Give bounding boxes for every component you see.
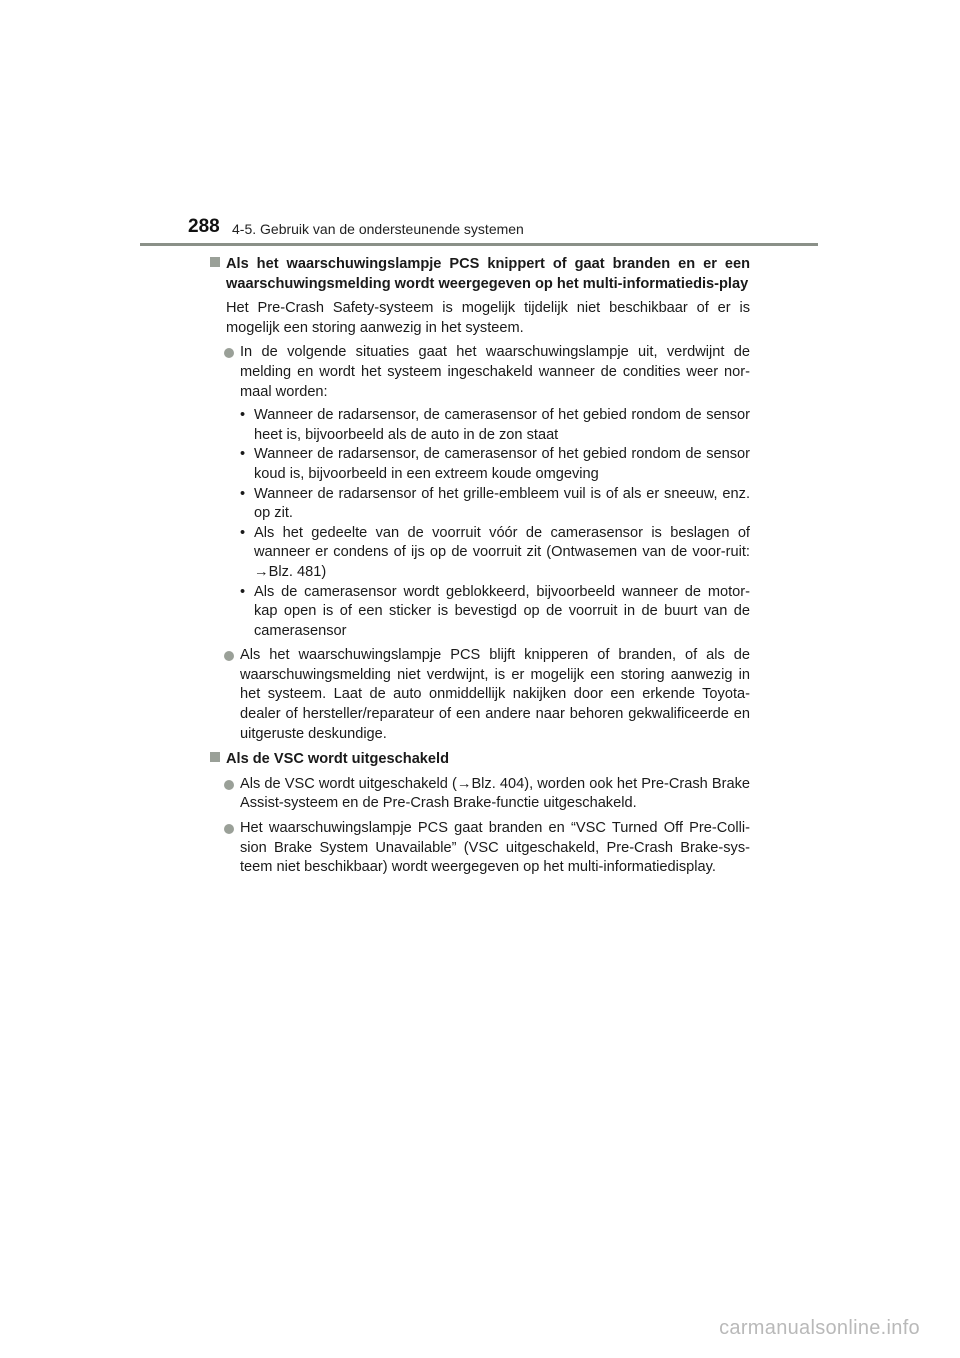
sub-list-item xyxy=(240,445,750,484)
dot-bullet-icon: • xyxy=(240,583,246,600)
sub-list xyxy=(210,406,750,641)
heading-text: Als het waarschuwingslampje PCS knippert of gaat branden en er een waarschuwingsmelding wordt weergegeven op het multi-informatiedis-play xyxy=(226,256,750,292)
section-title: 4-5. Gebruik van de ondersteunende systemen xyxy=(232,221,524,237)
sub-list-item-text: Wanneer de radarsensor, de camerasensor of het gebied rondom de sensor koud is, bijvoorbeeld in een extreem koude omgeving xyxy=(254,446,750,482)
list-item xyxy=(210,819,750,878)
sub-list-item xyxy=(240,485,750,524)
sub-list-item-text: Wanneer de radarsensor of het grille-embleem vuil is of als er sneeuw, enz. op zit. xyxy=(254,485,750,522)
list-item-text: Als het waarschuwingslampje PCS blijft knipperen of branden, of als de waarschuwingsmelding niet verdwijnt, is er mogelijk een storing aanwezig in het systeem. Laat de auto onmiddellijk nakijken door een erkende Toyota-dealer of hersteller/reparateur of een andere naar behoren gekwalificeerde en uitgeruste deskundige. xyxy=(240,647,750,742)
square-bullet-icon xyxy=(210,255,225,275)
dot-bullet-icon: • xyxy=(240,407,246,424)
watermark: carmanualsonline.info xyxy=(719,1317,920,1339)
list-item xyxy=(210,775,750,814)
heading-text: Als de VSC wordt uitgeschakeld xyxy=(226,751,450,768)
content xyxy=(210,255,750,878)
dot-bullet-icon: • xyxy=(240,524,246,541)
list-item xyxy=(210,646,750,744)
sub-list-item-text: Wanneer de radarsensor, de camerasensor of het gebied rondom de sensor heet is, bijvoorbeeld als de auto in de zon staat xyxy=(254,407,750,443)
heading-pcs-warning xyxy=(210,255,750,294)
list-item-text: In de volgende situaties gaat het waarschuwingslampje uit, verdwijnt de melding en wordt het systeem ingeschakeld wanneer de condities weer nor-maal worden: xyxy=(240,344,750,400)
circle-bullet-icon xyxy=(224,348,234,358)
sub-list-item xyxy=(240,406,750,445)
dot-bullet-icon: • xyxy=(240,485,246,502)
header-rule xyxy=(140,243,818,246)
sub-list-item-text: Als het gedeelte van de voorruit vóór de camerasensor is beslagen of wanneer er condens of ijs op de voorruit zit (Ontwasemen van de voor-ruit: →Blz. 481) xyxy=(254,524,750,580)
circle-bullet-icon xyxy=(224,780,234,790)
sub-list-item xyxy=(240,583,750,642)
dot-bullet-icon: • xyxy=(240,446,246,463)
square-bullet-icon xyxy=(210,750,225,770)
paragraph: Het Pre-Crash Safety-systeem is mogelijk tijdelijk niet beschikbaar of er is mogelijk een storing aanwezig in het systeem. xyxy=(226,300,750,336)
sub-list-item xyxy=(240,524,750,583)
page-number: 288 xyxy=(188,216,220,237)
heading-vsc-off xyxy=(210,750,750,770)
circle-bullet-icon xyxy=(224,824,234,834)
list-item-text: Als de VSC wordt uitgeschakeld (→Blz. 404), worden ook het Pre-Crash Brake Assist-systeem en de Pre-Crash Brake-functie uitgeschakeld. xyxy=(240,775,750,812)
list-item xyxy=(210,343,750,402)
circle-bullet-icon xyxy=(224,651,234,661)
list-item-text: Het waarschuwingslampje PCS gaat branden en “VSC Turned Off Pre-Colli-sion Brake System Unavailable” (VSC uitgeschakeld, Pre-Crash Brake-sys-teem niet beschikbaar) wordt weergegeven op het multi-informatiedisplay. xyxy=(240,820,750,876)
sub-list-item-text: Als de camerasensor wordt geblokkeerd, bijvoorbeeld wanneer de motor-kap open is of een sticker is bevestigd op de voorruit in de buurt van de camerasensor xyxy=(254,583,750,639)
